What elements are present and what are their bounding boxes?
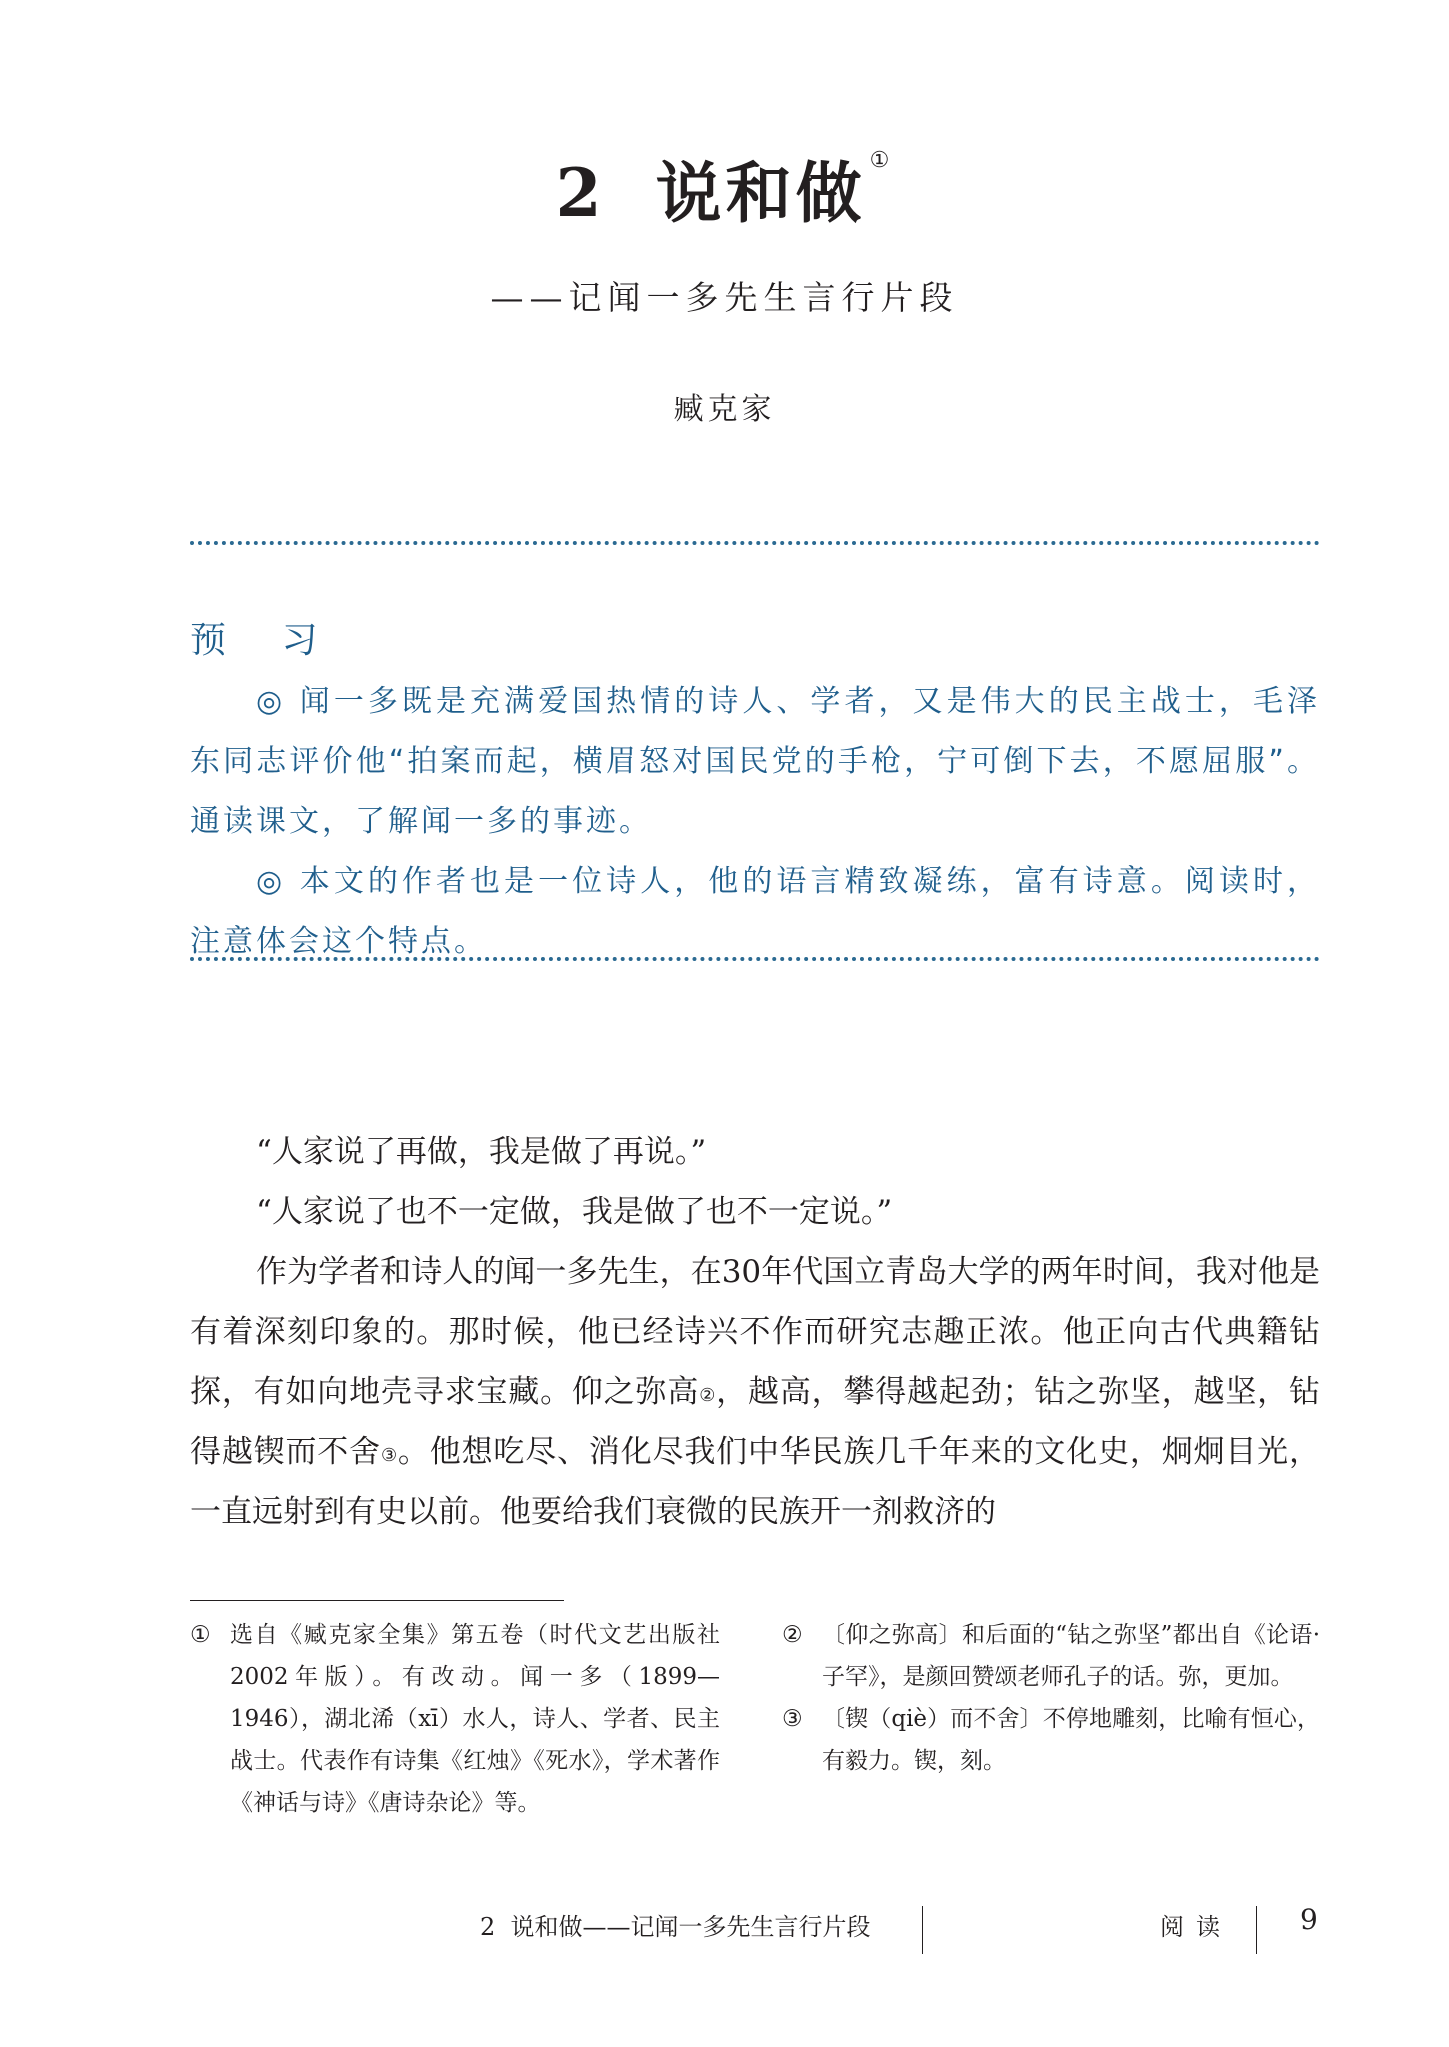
footnote-ref-3[interactable]: ③ — [380, 1445, 398, 1466]
preview-item: ◎ 本文的作者也是一位诗人，他的语言精致凝练，富有诗意。阅读时，注意体会这个特点。 — [190, 864, 1320, 959]
footnote-mark: ② — [782, 1622, 803, 1648]
footer-divider — [1256, 1906, 1257, 1954]
section-label: 阅读 — [1160, 1913, 1232, 1941]
preview-bottom-divider — [190, 957, 1320, 961]
footnote-2 — [782, 1614, 1320, 1698]
subtitle: ——记闻一多先生言行片段 — [490, 278, 959, 317]
preview-heading: 预 习 — [190, 620, 340, 661]
paragraph: “人家说了再做，我是做了再说。” — [256, 1134, 707, 1170]
footnote-ref-2[interactable]: ② — [699, 1385, 717, 1406]
paragraph: “人家说了也不一定做，我是做了也不一定说。” — [256, 1194, 893, 1230]
footnote-text: 〔仰之弥高〕和后面的“钻之弥坚”都出自《论语·子罕》，是颜回赞颂老师孔子的话。弥，更加。 — [822, 1622, 1320, 1690]
paragraph-segment: ，越高，攀得越起劲；钻之弥坚，越坚，钻得越锲而不舍 — [190, 1374, 1321, 1470]
running-title: 2 说和做——记闻一多先生言行片段 — [480, 1913, 871, 1941]
author: 臧克家 — [673, 392, 776, 427]
footnote-text: 〔锲（qiè）而不舍〕不停地雕刻，比喻有恒心，有毅力。锲，刻。 — [822, 1706, 1320, 1774]
preview-text — [190, 672, 1320, 972]
paragraph-segment: 作为学者和诗人的闻一多先生，在30年代国立青岛大学的两年时间，我对他是有着深刻印象的。那时候，他已经诗兴不作而研究志趣正浓。他正向古代典籍钻探，有如向地壳寻求宝藏。仰之弥高 — [190, 1254, 1320, 1410]
footnote-3 — [782, 1698, 1320, 1782]
preview-item: ◎ 闻一多既是充满爱国热情的诗人、学者，又是伟大的民主战士，毛泽东同志评价他“拍案而起，横眉怒对国民党的手枪，宁可倒下去，不愿屈服”。通读课文，了解闻一多的事迹。 — [190, 684, 1320, 839]
footer-divider — [922, 1906, 923, 1954]
footnote-rule — [190, 1600, 564, 1601]
lesson-number: 2 — [555, 154, 606, 232]
paragraph-segment: 。他想吃尽、消化尽我们中华民族几千年来的文化史，炯炯目光，一直远射到有史以前。他要给我们衰微的民族开一剂救济的 — [190, 1434, 1321, 1530]
page-number: 9 — [1300, 1903, 1318, 1936]
paragraph — [190, 1242, 1320, 1542]
title-footnote-ref[interactable]: ① — [869, 148, 894, 173]
lesson-title — [0, 140, 1449, 235]
title-text: 说和做 — [655, 154, 866, 232]
preview-top-divider — [190, 541, 1320, 545]
footnote-text: 选自《臧克家全集》第五卷（时代文艺出版社2002年版）。有改动。闻一多（1899—1946），湖北浠（xī）水人，诗人、学者、民主战士。代表作有诗集《红烛》《死水》，学术著作《神话与诗》《唐诗杂论》等。 — [230, 1622, 720, 1816]
footnote-1 — [190, 1614, 720, 1824]
footnotes-left — [190, 1614, 720, 1824]
footnotes-right — [782, 1614, 1320, 1782]
body-text — [190, 1122, 1320, 1542]
footnote-mark: ① — [190, 1622, 211, 1648]
footnote-mark: ③ — [782, 1706, 803, 1732]
